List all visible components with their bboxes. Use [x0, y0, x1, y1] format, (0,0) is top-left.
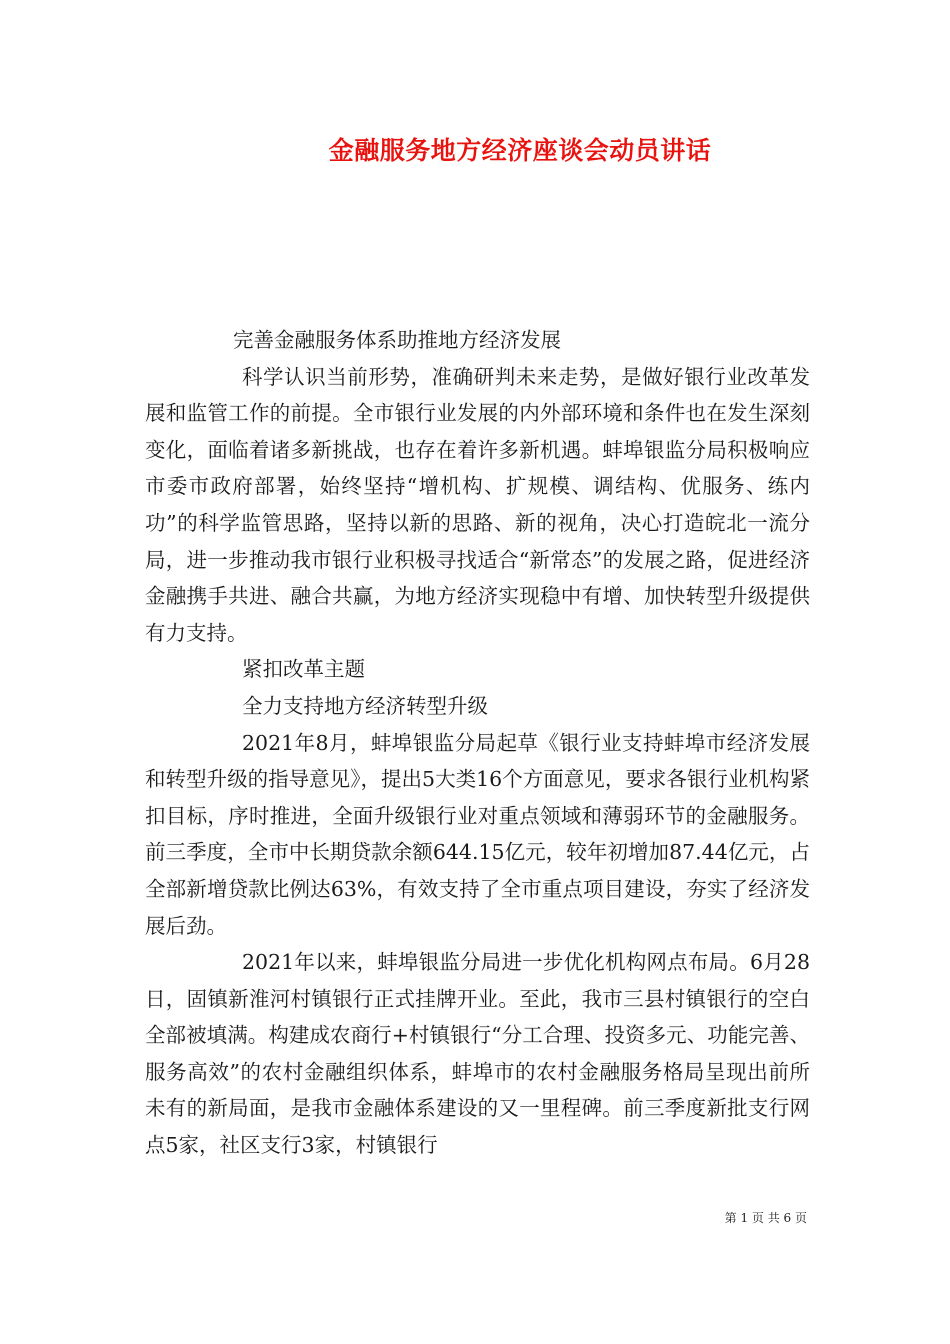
paragraph: 科学认识当前形势，准确研判未来走势，是做好银行业改革发展和监管工作的前提。全市银行业发展的内外部环境和条件也在发生深刻变化，面临着诸多新挑战，也存在着许多新机遇。蚌埠银监分局积极响应市委市政府部署，始终坚持“增机构、扩规模、调结构、优服务、练内功”的科学监管思路，坚持以新的思路、新的视角，决心打造皖北一流分局，进一步推动我市银行业积极寻找适合“新常态”的发展之路，促进经济金融携手共进、融合共赢，为地方经济实现稳中有增、加快转型升级提供有力支持。	[145, 364, 810, 645]
page-number: 第 1 页 共 6 页	[724, 1211, 807, 1225]
paragraph: 2021年以来，蚌埠银监分局进一步优化机构网点布局。6月28日，固镇新淮河村镇银行正式挂牌开业。至此，我市三县村镇银行的空白全部被填满。构建成农商行+村镇银行“分工合理、投资多元、功能完善、服务高效”的农村金融组织体系，蚌埠市的农村金融服务格局呈现出前所未有的新局面，是我市金融体系建设的又一里程碑。前三季度新批支行网点5家，社区支行3家，村镇银行	[145, 950, 810, 1158]
section-heading: 全力支持地方经济转型升级	[242, 693, 488, 718]
section-heading: 紧扣改革主题	[242, 657, 365, 682]
document-subtitle: 完善金融服务体系助推地方经济发展	[233, 328, 561, 352]
document-title: 金融服务地方经济座谈会动员讲话	[328, 136, 712, 165]
paragraph: 2021年8月，蚌埠银监分局起草《银行业支持蚌埠市经济发展和转型升级的指导意见》，提出5大类16个方面意见，要求各银行业机构紧扣目标，序时推进，全面升级银行业对重点领域和薄弱环节的金融服务。前三季度，全市中长期贷款余额644.15亿元，较年初增加87.44亿元，占全部新增贷款比例达63%，有效支持了全市重点项目建设，夯实了经济发展后劲。	[145, 730, 810, 938]
document-body	[145, 322, 810, 1164]
